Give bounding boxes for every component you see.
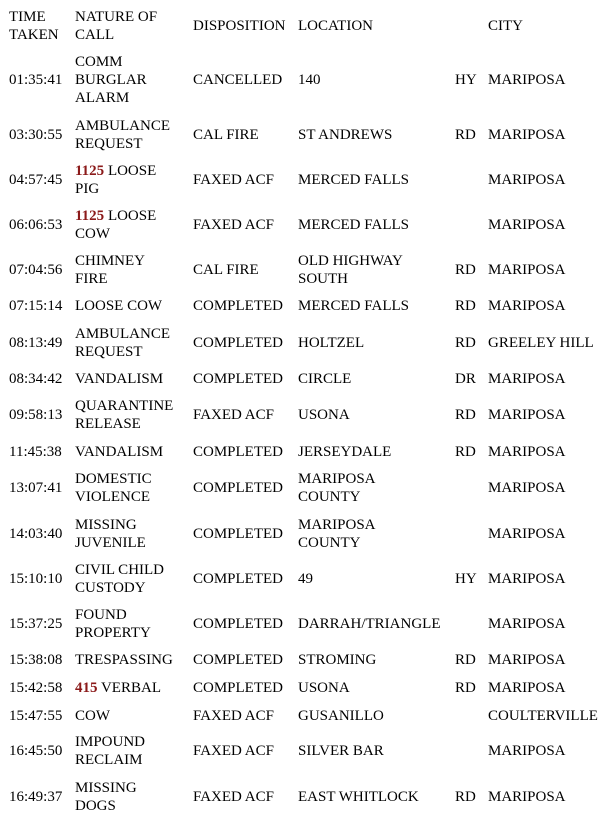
location-lines — [298, 651, 376, 669]
nature-lines — [75, 606, 151, 642]
call-row — [0, 397, 614, 433]
disposition: FAXED ACF — [193, 172, 274, 188]
street-suffix: HY — [455, 571, 477, 587]
nature-lines — [75, 325, 170, 361]
call-row — [0, 325, 614, 361]
call-row — [0, 707, 614, 725]
call-row — [0, 779, 614, 815]
location — [298, 561, 448, 597]
nature-of-call — [75, 117, 191, 153]
header-time-line: TAKEN — [9, 27, 59, 43]
location — [298, 606, 448, 642]
nature-line: VANDALISM — [75, 444, 164, 460]
nature-lines — [75, 397, 173, 433]
header-time-line: TIME — [9, 9, 46, 25]
nature-line: CHIMNEY — [75, 253, 145, 269]
location — [298, 397, 448, 433]
city: MARIPOSA — [488, 172, 566, 188]
city: MARIPOSA — [488, 127, 566, 143]
nature-line: VANDALISM — [75, 371, 164, 387]
nature-of-call — [75, 207, 191, 243]
location — [298, 470, 448, 506]
call-row — [0, 443, 614, 461]
disposition: COMPLETED — [193, 652, 283, 668]
nature-lines — [75, 679, 161, 697]
location — [298, 325, 448, 361]
time-taken: 04:57:45 — [9, 172, 63, 188]
nature-line: LOOSE COW — [75, 298, 163, 314]
city: MARIPOSA — [488, 526, 566, 542]
nature-line: VIOLENCE — [75, 489, 150, 505]
street-suffix: RD — [455, 789, 476, 805]
street-suffix: RD — [455, 407, 476, 423]
time-taken: 15:10:10 — [9, 571, 63, 587]
time-taken: 03:30:55 — [9, 127, 63, 143]
call-row — [0, 297, 614, 315]
nature-of-call — [75, 516, 191, 552]
location-lines — [298, 126, 392, 144]
header-city-label: CITY — [488, 18, 523, 34]
location-lines — [298, 788, 419, 806]
nature-of-call — [75, 297, 191, 315]
location-line: MERCED FALLS — [298, 172, 409, 188]
location — [298, 207, 448, 243]
nature-of-call — [75, 561, 191, 597]
call-row — [0, 679, 614, 697]
nature-line: DOGS — [75, 798, 116, 814]
disposition: FAXED ACF — [193, 708, 274, 724]
call-row — [0, 516, 614, 552]
location — [298, 162, 448, 198]
header-nature-line: NATURE OF — [75, 9, 158, 25]
location-lines — [298, 370, 351, 388]
disposition: FAXED ACF — [193, 789, 274, 805]
location-lines — [298, 443, 391, 461]
time-taken: 15:47:55 — [9, 708, 63, 724]
street-suffix: RD — [455, 444, 476, 460]
location-lines — [298, 406, 350, 424]
header-disposition — [193, 8, 295, 44]
street-suffix: RD — [455, 652, 476, 668]
nature-of-call — [75, 707, 191, 725]
street-suffix: RD — [455, 127, 476, 143]
nature-line: 1125 LOOSE — [75, 163, 157, 179]
location-line: CIRCLE — [298, 371, 352, 387]
header-city — [488, 8, 614, 44]
nature-line: TRESPASSING — [75, 652, 173, 668]
location — [298, 707, 448, 725]
call-row — [0, 651, 614, 669]
disposition: COMPLETED — [193, 571, 283, 587]
location-line: 49 — [298, 571, 313, 587]
location — [298, 733, 448, 769]
disposition: COMPLETED — [193, 616, 283, 632]
nature-line: COMM — [75, 54, 123, 70]
nature-line: CIVIL CHILD — [75, 562, 165, 578]
time-taken: 16:45:50 — [9, 743, 63, 759]
street-suffix: RD — [455, 335, 476, 351]
nature-line: ALARM — [75, 90, 130, 106]
location-line: USONA — [298, 407, 350, 423]
city: MARIPOSA — [488, 571, 566, 587]
location-line: SILVER BAR — [298, 743, 384, 759]
location-line: GUSANILLO — [298, 708, 384, 724]
nature-of-call — [75, 733, 191, 769]
nature-line: MISSING — [75, 780, 137, 796]
time-taken: 15:37:25 — [9, 616, 63, 632]
time-taken: 16:49:37 — [9, 789, 63, 805]
city: MARIPOSA — [488, 262, 566, 278]
city: MARIPOSA — [488, 298, 566, 314]
nature-lines — [75, 207, 156, 243]
header-nature-of-call — [75, 8, 191, 44]
header-location-label: LOCATION — [298, 18, 373, 34]
nature-of-call — [75, 370, 191, 388]
location-lines — [298, 71, 321, 89]
nature-lines — [75, 470, 152, 506]
nature-line: AMBULANCE — [75, 326, 171, 342]
nature-line: JUVENILE — [75, 535, 146, 551]
call-row — [0, 117, 614, 153]
nature-line: QUARANTINE — [75, 398, 174, 414]
nature-of-call — [75, 53, 191, 107]
call-row — [0, 606, 614, 642]
disposition: COMPLETED — [193, 480, 283, 496]
nature-line: RELEASE — [75, 416, 141, 432]
nature-line: REQUEST — [75, 136, 143, 152]
nature-line: FOUND — [75, 607, 127, 623]
nature-lines — [75, 779, 137, 815]
nature-of-call — [75, 470, 191, 506]
time-taken: 08:34:42 — [9, 371, 63, 387]
nature-line: AMBULANCE — [75, 118, 171, 134]
call-row — [0, 252, 614, 288]
location-line: HOLTZEL — [298, 335, 365, 351]
city: MARIPOSA — [488, 407, 566, 423]
location-line: STROMING — [298, 652, 377, 668]
call-code: 1125 — [75, 163, 105, 179]
disposition: COMPLETED — [193, 335, 283, 351]
location — [298, 252, 448, 288]
header-row — [0, 8, 614, 44]
nature-line: COW — [75, 226, 110, 242]
location-lines — [298, 252, 403, 288]
location-line: USONA — [298, 680, 350, 696]
nature-lines — [75, 370, 163, 388]
city: MARIPOSA — [488, 789, 566, 805]
location — [298, 651, 448, 669]
nature-line: 1125 LOOSE — [75, 208, 157, 224]
location — [298, 679, 448, 697]
location — [298, 779, 448, 815]
nature-lines — [75, 297, 162, 315]
location-line: ST ANDREWS — [298, 127, 393, 143]
disposition: FAXED ACF — [193, 217, 274, 233]
header-nature-line: CALL — [75, 27, 115, 43]
city: MARIPOSA — [488, 72, 566, 88]
nature-line: MISSING — [75, 517, 137, 533]
call-row — [0, 733, 614, 769]
location-line: COUNTY — [298, 535, 361, 551]
location-lines — [298, 615, 441, 633]
call-row — [0, 470, 614, 506]
nature-of-call — [75, 325, 191, 361]
location-lines — [298, 171, 409, 189]
nature-line: IMPOUND — [75, 734, 146, 750]
street-suffix: DR — [455, 371, 476, 387]
location-line: SOUTH — [298, 271, 349, 287]
location-line: MARIPOSA — [298, 471, 376, 487]
nature-lines — [75, 117, 170, 153]
location-lines — [298, 297, 409, 315]
time-taken: 01:35:41 — [9, 72, 63, 88]
time-taken: 15:38:08 — [9, 652, 63, 668]
street-suffix: RD — [455, 680, 476, 696]
city: MARIPOSA — [488, 444, 566, 460]
nature-of-call — [75, 252, 191, 288]
nature-line: REQUEST — [75, 344, 143, 360]
location-lines — [298, 470, 376, 506]
time-taken: 07:15:14 — [9, 298, 63, 314]
header-disposition-label: DISPOSITION — [193, 18, 286, 34]
city: MARIPOSA — [488, 680, 566, 696]
time-taken: 06:06:53 — [9, 217, 63, 233]
disposition: FAXED ACF — [193, 743, 274, 759]
location — [298, 53, 448, 107]
nature-lines — [75, 53, 147, 107]
nature-line: CUSTODY — [75, 580, 146, 596]
disposition: COMPLETED — [193, 680, 283, 696]
call-row — [0, 53, 614, 107]
location — [298, 117, 448, 153]
disposition: COMPLETED — [193, 371, 283, 387]
location-lines — [298, 516, 376, 552]
time-taken: 14:03:40 — [9, 526, 63, 542]
call-code: 415 — [75, 680, 98, 696]
nature-line: FIRE — [75, 271, 108, 287]
nature-lines — [75, 651, 173, 669]
call-code: 1125 — [75, 208, 105, 224]
location-lines — [298, 707, 384, 725]
time-taken: 07:04:56 — [9, 262, 63, 278]
disposition: CAL FIRE — [193, 127, 259, 143]
header-location — [298, 8, 448, 44]
location-lines — [298, 679, 350, 697]
nature-line: DOMESTIC — [75, 471, 152, 487]
location-line: JERSEYDALE — [298, 444, 392, 460]
location — [298, 370, 448, 388]
city: MARIPOSA — [488, 743, 566, 759]
city: GREELEY HILL — [488, 335, 594, 351]
location — [298, 516, 448, 552]
city: MARIPOSA — [488, 652, 566, 668]
time-taken: 13:07:41 — [9, 480, 63, 496]
location-lines — [298, 742, 384, 760]
nature-line: BURGLAR — [75, 72, 147, 88]
nature-line: 415 VERBAL — [75, 680, 161, 696]
location-line: EAST WHITLOCK — [298, 789, 419, 805]
location-line: MARIPOSA — [298, 517, 376, 533]
nature-of-call — [75, 651, 191, 669]
nature-of-call — [75, 779, 191, 815]
disposition: CANCELLED — [193, 72, 283, 88]
call-row — [0, 561, 614, 597]
nature-line: RECLAIM — [75, 752, 143, 768]
nature-line: PROPERTY — [75, 625, 151, 641]
nature-lines — [75, 561, 164, 597]
location-line: OLD HIGHWAY — [298, 253, 403, 269]
location-lines — [298, 334, 364, 352]
location-lines — [298, 216, 409, 234]
time-taken: 11:45:38 — [9, 444, 62, 460]
street-suffix: RD — [455, 262, 476, 278]
location-line: 140 — [298, 72, 321, 88]
location — [298, 297, 448, 315]
city: COULTERVILLE — [488, 708, 598, 724]
location-line: MERCED FALLS — [298, 217, 409, 233]
call-row — [0, 162, 614, 198]
time-taken: 08:13:49 — [9, 335, 63, 351]
nature-of-call — [75, 606, 191, 642]
nature-of-call — [75, 679, 191, 697]
nature-lines — [75, 252, 145, 288]
nature-line: PIG — [75, 181, 100, 197]
nature-of-call — [75, 397, 191, 433]
call-row — [0, 370, 614, 388]
disposition: FAXED ACF — [193, 407, 274, 423]
disposition: COMPLETED — [193, 444, 283, 460]
city: MARIPOSA — [488, 217, 566, 233]
location-lines — [298, 570, 313, 588]
call-row — [0, 207, 614, 243]
street-suffix: RD — [455, 298, 476, 314]
city: MARIPOSA — [488, 480, 566, 496]
city: MARIPOSA — [488, 616, 566, 632]
nature-lines — [75, 516, 146, 552]
location-line: DARRAH/TRIANGLE — [298, 616, 441, 632]
location-line: COUNTY — [298, 489, 361, 505]
nature-lines — [75, 443, 163, 461]
disposition: COMPLETED — [193, 298, 283, 314]
nature-lines — [75, 733, 145, 769]
header-time-taken — [9, 8, 73, 44]
time-taken: 15:42:58 — [9, 680, 63, 696]
nature-lines — [75, 162, 156, 198]
time-taken: 09:58:13 — [9, 407, 63, 423]
nature-of-call — [75, 443, 191, 461]
location — [298, 443, 448, 461]
nature-of-call — [75, 162, 191, 198]
city: MARIPOSA — [488, 371, 566, 387]
location-line: MERCED FALLS — [298, 298, 409, 314]
disposition: COMPLETED — [193, 526, 283, 542]
nature-line: COW — [75, 708, 110, 724]
disposition: CAL FIRE — [193, 262, 259, 278]
nature-lines — [75, 707, 110, 725]
street-suffix: HY — [455, 72, 477, 88]
